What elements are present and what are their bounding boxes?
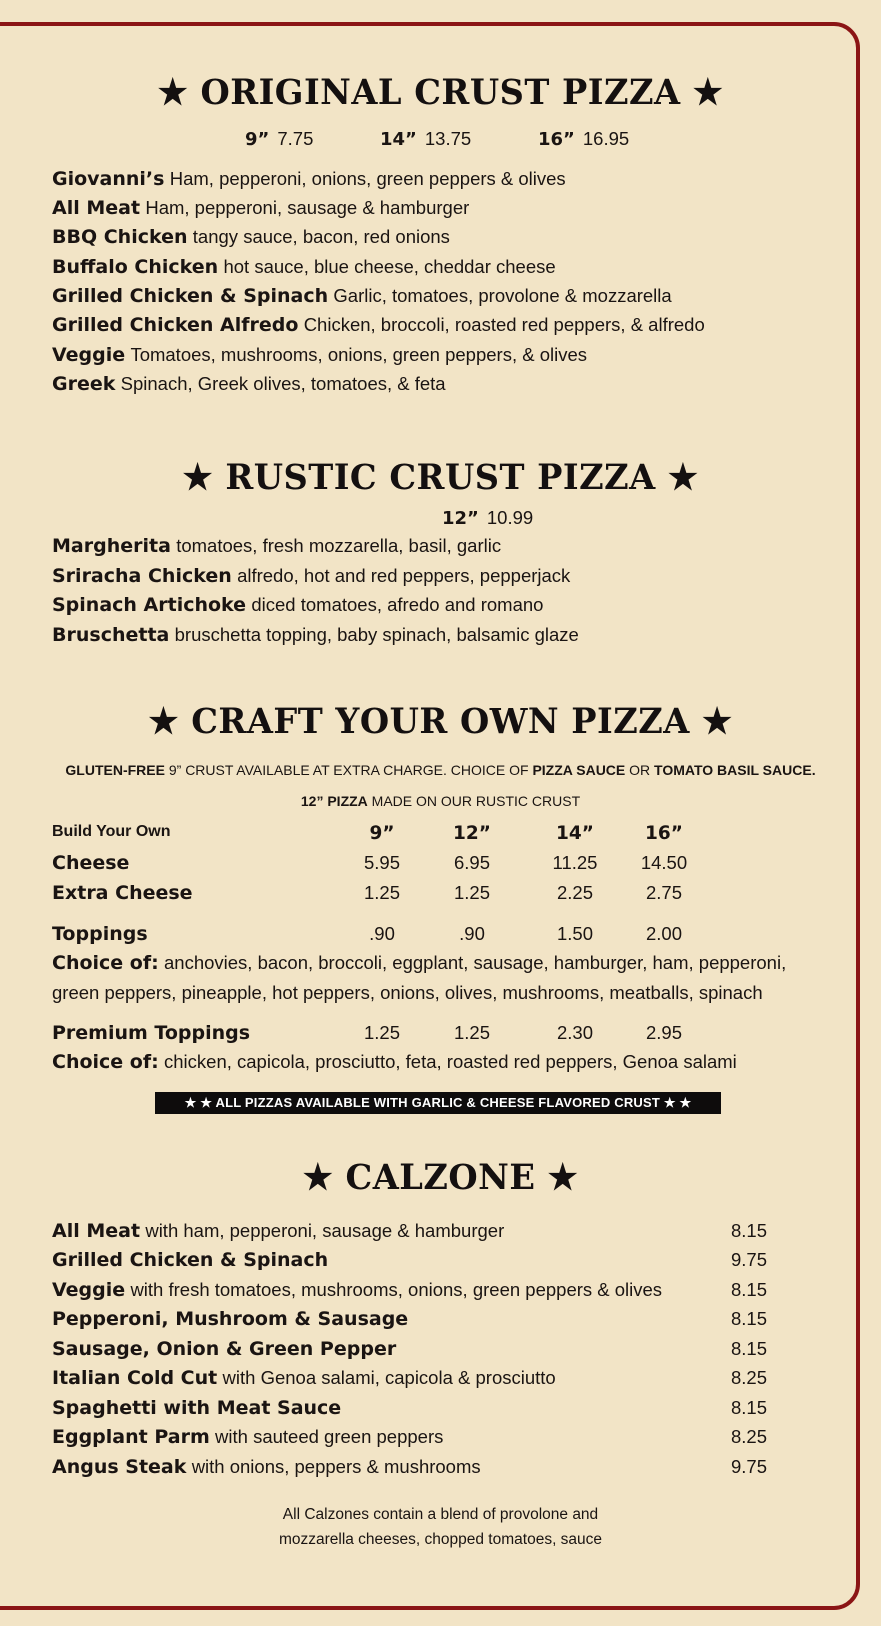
calzone-price: 8.15 (731, 1338, 768, 1359)
craft-your-own-title: ★ CRAFT YOUR OWN PIZZA ★ (148, 701, 733, 742)
menu-item: BBQ Chicken tangy sauce, bacon, red onions (52, 226, 450, 248)
original-crust-title: ★ ORIGINAL CRUST PIZZA ★ (157, 72, 724, 113)
calzone-item: Sausage, Onion & Green Pepper (52, 1338, 397, 1360)
rustic-crust-note: 12” PIZZA MADE ON OUR RUSTIC CRUST (300, 793, 581, 809)
footer-line: All Calzones contain a blend of provolone and (282, 1506, 599, 1523)
extra-cheese-row: Extra Cheese 1.25 1.25 2.25 2.75 (52, 882, 682, 904)
menu-item: All Meat Ham, pepperoni, sausage & hamburger (52, 197, 470, 219)
premium-choice: Choice of: chicken, capicola, prosciutto, feta, roasted red peppers, Genoa salami (52, 1051, 737, 1073)
calzone-price: 8.15 (731, 1220, 768, 1241)
menu-item: Grilled Chicken & Spinach Garlic, tomatoes, provolone & mozzarella (52, 285, 672, 307)
menu-item: Greek Spinach, Greek olives, tomatoes, & feta (52, 373, 446, 395)
rustic-crust-title: ★ RUSTIC CRUST PIZZA ★ (182, 457, 699, 498)
rustic-size-price: 12” 10.99 (442, 507, 534, 529)
calzone-title: ★ CALZONE ★ (302, 1157, 579, 1198)
menu-item: Grilled Chicken Alfredo Chicken, broccoli, roasted red peppers, & alfredo (52, 314, 705, 336)
column-header: 12” (453, 823, 491, 844)
calzone-price: 8.15 (731, 1279, 768, 1300)
calzone-item: Spaghetti with Meat Sauce (52, 1397, 342, 1419)
menu-item: Margherita tomatoes, fresh mozzarella, basil, garlic (52, 535, 502, 557)
calzone-item: Pepperoni, Mushroom & Sausage (52, 1308, 409, 1330)
calzone-item: Grilled Chicken & Spinach (52, 1249, 329, 1271)
menu-item: Bruschetta bruschetta topping, baby spinach, balsamic glaze (52, 624, 579, 646)
toppings-choice: Choice of: anchovies, bacon, broccoli, eggplant, sausage, hamburger, ham, pepperoni, (52, 952, 787, 974)
menu-item: Spinach Artichoke diced tomatoes, afredo and romano (52, 594, 544, 616)
calzone-item: All Meat with ham, pepperoni, sausage & hamburger (52, 1220, 505, 1242)
menu-item: Giovanni’s Ham, pepperoni, onions, green peppers & olives (52, 168, 566, 190)
menu-item: Buffalo Chicken hot sauce, blue cheese, cheddar cheese (52, 256, 556, 278)
toppings-choice-cont: green peppers, pineapple, hot peppers, onions, olives, mushrooms, meatballs, spinach (52, 982, 763, 1003)
column-header: 9” (369, 823, 395, 844)
calzone-item: Italian Cold Cut with Genoa salami, capicola & prosciutto (52, 1367, 556, 1389)
calzone-price: 8.15 (731, 1308, 768, 1329)
calzone-price: 8.25 (731, 1426, 768, 1447)
calzone-price: 8.25 (731, 1367, 768, 1388)
size-price: 9” 7.75 (245, 128, 314, 150)
calzone-footer-note (0, 1502, 881, 1552)
garlic-crust-banner: ★ ★ ALL PIZZAS AVAILABLE WITH GARLIC & CHEESE FLAVORED CRUST ★ ★ (155, 1092, 721, 1114)
build-your-own-label: Build Your Own (52, 823, 171, 840)
gluten-free-note: GLUTEN-FREE 9” CRUST AVAILABLE AT EXTRA CHARGE. CHOICE OF PIZZA SAUCE OR TOMATO BASIL SAUCE. (65, 762, 816, 778)
calzone-price: 9.75 (731, 1249, 768, 1270)
footer-line: mozzarella cheeses, chopped tomatoes, sauce (278, 1531, 603, 1548)
column-header: 14” (556, 823, 594, 844)
price-grid-header (52, 823, 752, 849)
menu-item: Veggie Tomatoes, mushrooms, onions, green peppers, & olives (52, 344, 588, 366)
calzone-item: Eggplant Parm with sauteed green peppers (52, 1426, 444, 1448)
calzone-item: Veggie with fresh tomatoes, mushrooms, onions, green peppers & olives (52, 1279, 663, 1301)
toppings-row: Toppings .90 .90 1.50 2.00 (52, 923, 682, 945)
column-header: 16” (645, 823, 683, 844)
premium-toppings-row: Premium Toppings 1.25 1.25 2.30 2.95 (52, 1022, 682, 1044)
calzone-price: 9.75 (731, 1456, 768, 1477)
cheese-row: Cheese 5.95 6.95 11.25 14.50 (52, 852, 688, 874)
menu-item: Sriracha Chicken alfredo, hot and red peppers, pepperjack (52, 565, 571, 587)
calzone-item: Angus Steak with onions, peppers & mushrooms (52, 1456, 481, 1478)
size-price: 14” 13.75 (380, 128, 472, 150)
size-price: 16” 16.95 (538, 128, 630, 150)
calzone-price: 8.15 (731, 1397, 768, 1418)
